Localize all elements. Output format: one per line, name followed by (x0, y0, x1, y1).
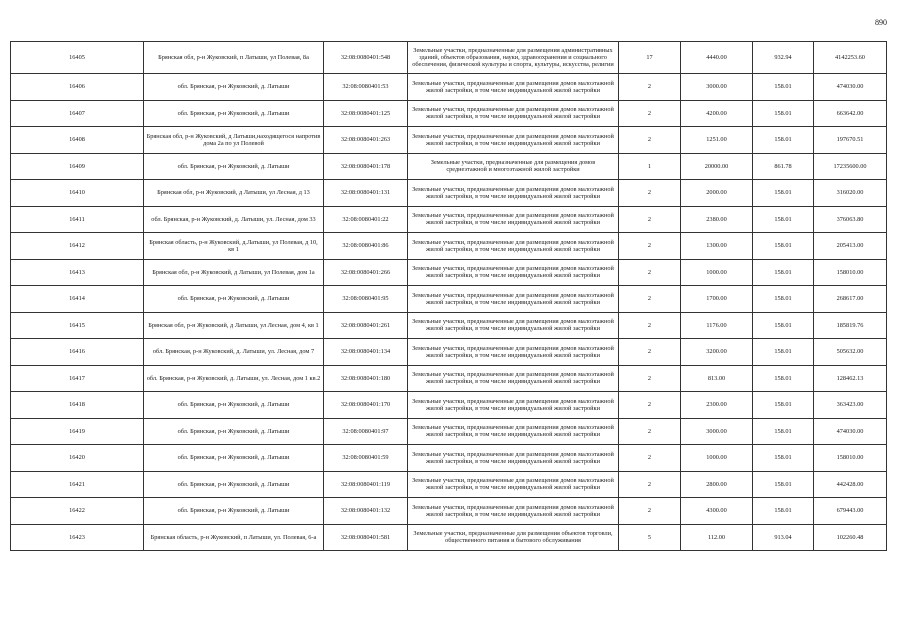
cadastral-number-cell: 32:08:0080401:131 (324, 180, 408, 207)
table-row (11, 233, 887, 260)
use-group-cell: 2 (619, 233, 681, 260)
cadastral-cost-cell: 158010.00 (814, 445, 887, 472)
land-use-cell: Земельные участки, предназначенные для размещения домов малоэтажной жилой застройки, в том числе индивидуальной жилой застройки (408, 100, 619, 127)
area-cell: 4440.00 (681, 42, 753, 74)
specific-value-cell: 158.01 (753, 206, 814, 233)
row-number: 16409 (11, 153, 144, 180)
area-cell: 1176.00 (681, 312, 753, 339)
area-cell: 1251.00 (681, 127, 753, 154)
row-number: 16416 (11, 339, 144, 366)
use-group-cell: 2 (619, 206, 681, 233)
cadastral-number-cell: 32:08:0080401:59 (324, 445, 408, 472)
cadastral-number-cell: 32:08:0080401:53 (324, 74, 408, 101)
specific-value-cell: 158.01 (753, 365, 814, 392)
use-group-cell: 2 (619, 74, 681, 101)
cadastral-number-cell: 32:08:0080401:22 (324, 206, 408, 233)
page-number: 890 (875, 18, 887, 27)
land-use-cell: Земельные участки, предназначенные для размещения домов малоэтажной жилой застройки, в том числе индивидуальной жилой застройки (408, 498, 619, 525)
cadastral-cost-cell: 442428.00 (814, 471, 887, 498)
area-cell: 1000.00 (681, 445, 753, 472)
use-group-cell: 2 (619, 100, 681, 127)
table-row (11, 153, 887, 180)
row-number: 16423 (11, 524, 144, 551)
cadastral-cost-cell: 158010.00 (814, 259, 887, 286)
land-use-cell: Земельные участки, предназначенные для размещения домов малоэтажной жилой застройки, в том числе индивидуальной жилой застройки (408, 180, 619, 207)
specific-value-cell: 158.01 (753, 100, 814, 127)
address-cell: обл. Брянская, р-н Жуковский, д. Латыши, ул. Лесная, дом 7 (144, 339, 324, 366)
land-use-cell: Земельные участки, предназначенные для размещения домов малоэтажной жилой застройки, в том числе индивидуальной жилой застройки (408, 418, 619, 445)
area-cell: 3000.00 (681, 418, 753, 445)
row-number: 16415 (11, 312, 144, 339)
address-cell: обл. Брянская, р-н Жуковский, д. Латыши (144, 392, 324, 419)
row-number: 16411 (11, 206, 144, 233)
cadastral-cost-cell: 505632.00 (814, 339, 887, 366)
table-row (11, 524, 887, 551)
address-cell: обл. Брянская, р-н Жуковский, д. Латыши (144, 153, 324, 180)
table-row (11, 498, 887, 525)
address-cell: обл. Брянская, р-н Жуковский, д. Латыши (144, 498, 324, 525)
land-use-cell: Земельные участки, предназначенные для размещения домов малоэтажной жилой застройки, в том числе индивидуальной жилой застройки (408, 339, 619, 366)
land-use-cell: Земельные участки, предназначенные для размещения домов малоэтажной жилой застройки, в том числе индивидуальной жилой застройки (408, 127, 619, 154)
cadastral-number-cell: 32:08:0080401:132 (324, 498, 408, 525)
table-row (11, 100, 887, 127)
use-group-cell: 2 (619, 127, 681, 154)
row-number: 16408 (11, 127, 144, 154)
cadastral-cost-cell: 17235600.00 (814, 153, 887, 180)
cadastral-cost-cell: 376063.80 (814, 206, 887, 233)
land-use-cell: Земельные участки, предназначенные для размещения домов малоэтажной жилой застройки, в том числе индивидуальной жилой застройки (408, 286, 619, 313)
cadastral-cost-cell: 663642.00 (814, 100, 887, 127)
use-group-cell: 2 (619, 180, 681, 207)
use-group-cell: 2 (619, 365, 681, 392)
table-row (11, 42, 887, 74)
specific-value-cell: 158.01 (753, 312, 814, 339)
land-use-cell: Земельные участки, предназначенные для размещения домов малоэтажной жилой застройки, в том числе индивидуальной жилой застройки (408, 471, 619, 498)
row-number: 16405 (11, 42, 144, 74)
land-use-cell: Земельные участки, предназначенные для размещения объектов торговли, общественного питания и бытового обслуживания (408, 524, 619, 551)
table-row (11, 259, 887, 286)
cadastral-cost-cell: 316020.00 (814, 180, 887, 207)
table-row (11, 206, 887, 233)
specific-value-cell: 158.01 (753, 233, 814, 260)
specific-value-cell: 158.01 (753, 498, 814, 525)
cadastral-valuation-table (10, 41, 887, 551)
cadastral-number-cell: 32:08:0080401:97 (324, 418, 408, 445)
row-number: 16422 (11, 498, 144, 525)
address-cell: Брянская обл, р-н Жуковский, д Латыши, ул Полевая, дом 1а (144, 259, 324, 286)
address-cell: обл. Брянская, р-н Жуковский, д. Латыши (144, 471, 324, 498)
use-group-cell: 2 (619, 286, 681, 313)
use-group-cell: 2 (619, 418, 681, 445)
use-group-cell: 2 (619, 498, 681, 525)
land-use-cell: Земельные участки, предназначенные для размещения домов малоэтажной жилой застройки, в том числе индивидуальной жилой застройки (408, 233, 619, 260)
address-cell: Брянская область, р-н Жуковский, п Латыши, ул. Полевая, 6-а (144, 524, 324, 551)
cadastral-number-cell: 32:08:0080401:263 (324, 127, 408, 154)
land-use-cell: Земельные участки, предназначенные для размещения домов малоэтажной жилой застройки, в том числе индивидуальной жилой застройки (408, 74, 619, 101)
area-cell: 20000.00 (681, 153, 753, 180)
cadastral-number-cell: 32:08:0080401:119 (324, 471, 408, 498)
row-number: 16406 (11, 74, 144, 101)
area-cell: 813.00 (681, 365, 753, 392)
cadastral-number-cell: 32:08:0080401:170 (324, 392, 408, 419)
row-number: 16419 (11, 418, 144, 445)
table-row (11, 392, 887, 419)
address-cell: обл. Брянская, р-н Жуковский, д. Латыши (144, 418, 324, 445)
table-row (11, 445, 887, 472)
area-cell: 1000.00 (681, 259, 753, 286)
cadastral-number-cell: 32:08:0080401:178 (324, 153, 408, 180)
specific-value-cell: 158.01 (753, 259, 814, 286)
specific-value-cell: 158.01 (753, 418, 814, 445)
cadastral-cost-cell: 197670.51 (814, 127, 887, 154)
row-number: 16420 (11, 445, 144, 472)
area-cell: 2800.00 (681, 471, 753, 498)
cadastral-cost-cell: 128462.13 (814, 365, 887, 392)
address-cell: Брянская обл, р-н Жуковский, д Латыши, ул Лесная, дом 4, кв 1 (144, 312, 324, 339)
address-cell: обл. Брянская, р-н Жуковский, д. Латыши (144, 74, 324, 101)
specific-value-cell: 158.01 (753, 74, 814, 101)
cadastral-cost-cell: 474030.00 (814, 74, 887, 101)
cadastral-cost-cell: 102260.48 (814, 524, 887, 551)
cadastral-number-cell: 32:08:0080401:180 (324, 365, 408, 392)
table-row (11, 74, 887, 101)
row-number: 16412 (11, 233, 144, 260)
row-number: 16407 (11, 100, 144, 127)
table-row (11, 286, 887, 313)
row-number: 16421 (11, 471, 144, 498)
area-cell: 4300.00 (681, 498, 753, 525)
use-group-cell: 2 (619, 339, 681, 366)
specific-value-cell: 158.01 (753, 471, 814, 498)
area-cell: 1700.00 (681, 286, 753, 313)
cadastral-cost-cell: 268617.00 (814, 286, 887, 313)
cadastral-number-cell: 32:08:0080401:548 (324, 42, 408, 74)
cadastral-number-cell: 32:08:0080401:266 (324, 259, 408, 286)
cadastral-cost-cell: 679443.00 (814, 498, 887, 525)
cadastral-cost-cell: 4142253.60 (814, 42, 887, 74)
land-use-cell: Земельные участки, предназначенные для размещения домов малоэтажной жилой застройки, в том числе индивидуальной жилой застройки (408, 312, 619, 339)
address-cell: обл. Брянская, р-н Жуковский, д. Латыши, ул. Лесная, дом 33 (144, 206, 324, 233)
address-cell: Брянская обл, р-н Жуковский, д Латыши,находящегося напротив дома 2а по ул Полевой (144, 127, 324, 154)
area-cell: 3000.00 (681, 74, 753, 101)
address-cell: обл. Брянская, р-н Жуковский, д. Латыши (144, 445, 324, 472)
table-row (11, 365, 887, 392)
area-cell: 4200.00 (681, 100, 753, 127)
use-group-cell: 2 (619, 471, 681, 498)
cadastral-number-cell: 32:08:0080401:134 (324, 339, 408, 366)
land-use-cell: Земельные участки, предназначенные для размещения административных зданий, объектов образования, науки, здравоохранения и социального обеспечения, физической культуры и спорта, культуры, искусства, религии (408, 42, 619, 74)
use-group-cell: 1 (619, 153, 681, 180)
specific-value-cell: 932.94 (753, 42, 814, 74)
cadastral-number-cell: 32:08:0080401:125 (324, 100, 408, 127)
table-row (11, 180, 887, 207)
use-group-cell: 2 (619, 259, 681, 286)
use-group-cell: 5 (619, 524, 681, 551)
table-row (11, 312, 887, 339)
specific-value-cell: 158.01 (753, 127, 814, 154)
table-body (11, 42, 887, 551)
specific-value-cell: 158.01 (753, 286, 814, 313)
table-row (11, 418, 887, 445)
address-cell: обл. Брянская, р-н Жуковский, д. Латыши (144, 100, 324, 127)
land-use-cell: Земельные участки, предназначенные для размещения домов малоэтажной жилой застройки, в том числе индивидуальной жилой застройки (408, 259, 619, 286)
use-group-cell: 17 (619, 42, 681, 74)
row-number: 16417 (11, 365, 144, 392)
cadastral-number-cell: 32:08:0080401:581 (324, 524, 408, 551)
table-row (11, 127, 887, 154)
area-cell: 2000.00 (681, 180, 753, 207)
land-use-cell: Земельные участки, предназначенные для размещения домов среднеэтажной и многоэтажной жилой застройки (408, 153, 619, 180)
area-cell: 3200.00 (681, 339, 753, 366)
specific-value-cell: 861.78 (753, 153, 814, 180)
cadastral-number-cell: 32:08:0080401:261 (324, 312, 408, 339)
cadastral-cost-cell: 185819.76 (814, 312, 887, 339)
address-cell: Брянская обл, р-н Жуковский, п Латыши, ул Полевая, 8а (144, 42, 324, 74)
specific-value-cell: 158.01 (753, 445, 814, 472)
land-use-cell: Земельные участки, предназначенные для размещения домов малоэтажной жилой застройки, в том числе индивидуальной жилой застройки (408, 206, 619, 233)
table-row (11, 471, 887, 498)
row-number: 16410 (11, 180, 144, 207)
table-row (11, 339, 887, 366)
cadastral-cost-cell: 363423.00 (814, 392, 887, 419)
land-use-cell: Земельные участки, предназначенные для размещения домов малоэтажной жилой застройки, в том числе индивидуальной жилой застройки (408, 365, 619, 392)
land-use-cell: Земельные участки, предназначенные для размещения домов малоэтажной жилой застройки, в том числе индивидуальной жилой застройки (408, 445, 619, 472)
cadastral-number-cell: 32:08:0080401:95 (324, 286, 408, 313)
use-group-cell: 2 (619, 392, 681, 419)
row-number: 16413 (11, 259, 144, 286)
area-cell: 112.00 (681, 524, 753, 551)
address-cell: Брянская обл, р-н Жуковский, д Латыши, ул Лесная, д 13 (144, 180, 324, 207)
address-cell: обл. Брянская, р-н Жуковский, д. Латыши, ул. Лесная, дом 1 кв.2 (144, 365, 324, 392)
land-use-cell: Земельные участки, предназначенные для размещения домов малоэтажной жилой застройки, в том числе индивидуальной жилой застройки (408, 392, 619, 419)
cadastral-number-cell: 32:08:0080401:86 (324, 233, 408, 260)
specific-value-cell: 158.01 (753, 339, 814, 366)
use-group-cell: 2 (619, 445, 681, 472)
row-number: 16418 (11, 392, 144, 419)
area-cell: 1300.00 (681, 233, 753, 260)
cadastral-cost-cell: 474030.00 (814, 418, 887, 445)
specific-value-cell: 158.01 (753, 180, 814, 207)
cadastral-cost-cell: 205413.00 (814, 233, 887, 260)
use-group-cell: 2 (619, 312, 681, 339)
specific-value-cell: 913.04 (753, 524, 814, 551)
area-cell: 2300.00 (681, 392, 753, 419)
area-cell: 2380.00 (681, 206, 753, 233)
address-cell: Брянская область, р-н Жуковский, д.Латыши, ул Полевая, д 10, кв 1 (144, 233, 324, 260)
specific-value-cell: 158.01 (753, 392, 814, 419)
address-cell: обл. Брянская, р-н Жуковский, д. Латыши (144, 286, 324, 313)
row-number: 16414 (11, 286, 144, 313)
